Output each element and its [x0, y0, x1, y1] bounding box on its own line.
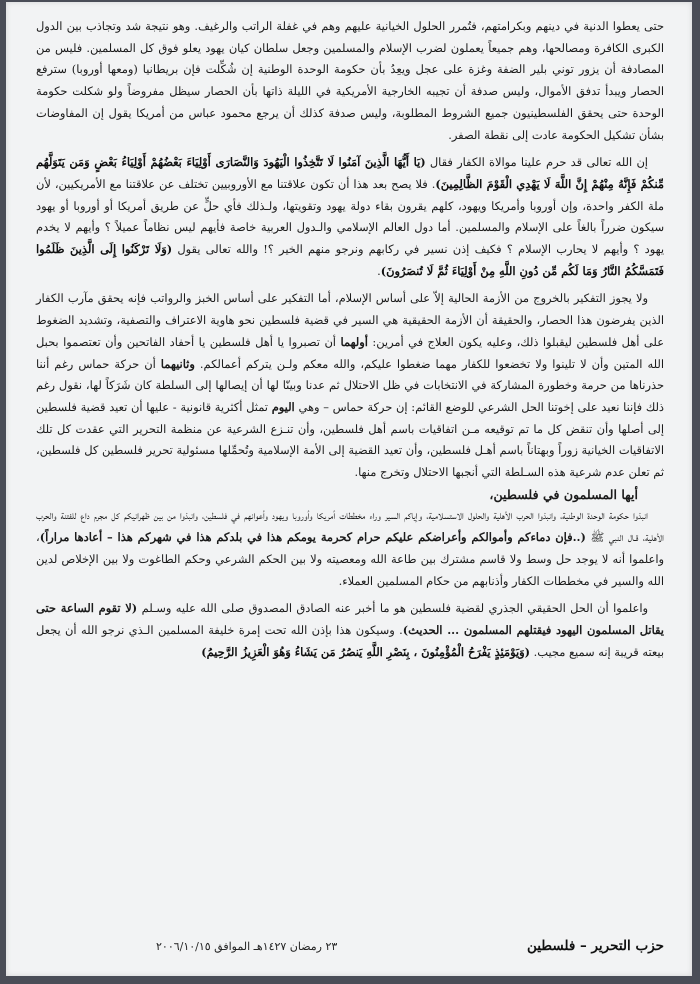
paragraph-4 — [36, 505, 664, 592]
paragraph-2-end: . — [377, 263, 381, 278]
paragraph-5 — [36, 598, 664, 663]
document-page — [6, 2, 692, 976]
quran-verse-2: (وَلَا تَرْكَنُوا إِلَى الَّذِينَ ظَلَمُوا فَتَمَسَّكُمُ النَّارُ وَمَا لَكُم مِّن دُونِ اللَّهِ مِنْ أَوْلِيَاءَ ثُمَّ لَا تُنصَرُونَ) — [36, 242, 664, 278]
paragraph-5-text-a: واعلموا أن الحل الحقيقي الجذري لقضية فلسطين هو ما أخبر عنه الصادق المصدوق صلى الله عليه وسـلم — [137, 601, 649, 616]
paragraph-2-text-a: إن الله تعالى قد حرم علينا موالاة الكفار فقال — [425, 155, 648, 170]
hadith-2: (لا تقوم الساعة حتى يقاتل المسلمون اليهود فيقتلهم المسلمون ... الحديث) — [36, 601, 664, 637]
quran-verse-3: (وَيَوْمَئِذٍ يَفْرَحُ الْمُؤْمِنُونَ ، بِنَصْرِ اللَّهِ يَنصُرُ مَن يَشَاءُ وَهُوَ الْعَزِيزُ الرَّحِيمُ) — [201, 644, 531, 659]
paragraph-1: حتى يعطوا الدنية في دينهم وبكرامتهم، فتُمرر الحلول الخيانية عليهم وهم في غفلة الراتب والرغيف. وهو نتيجة شد وتجاذب بين الدول الكبرى الكافرة ومصالحها، وهم جميعاً يعملون لضرب الإسلام والمسلمين وجعل سلطان كيان يهود يعلو فوق كل المسلمين. فليس من المصادفة أن يزور توني بلير الضفة وغزة على عجل ويعِدُ بأن حكومة الوحدة الوطنية إن شُكِّلت فإن بريطانيا (ومعها أوروبا) سترفع الحصار ويبدأ تدفق الأموال، وليس صدفة أن تجيبه الخارجية الأمريكية في الليلة ذاتها بأن الحصار سيظل مفروضاً ولو شكلت حكومة الوحدة حتى يحقق الفلسطينيون جميع الشروط المطلوبة، وليس صدفة كذلك أن يرجع محمود عباس من أمريكا يقول إن المفاوضات بشأن تشكيل الحكومة عادت إلى نقطة الصفر. — [36, 19, 664, 142]
signature: حزب التحرير – فلسطين — [526, 938, 664, 954]
quran-verse-1: (يَا أَيُّهَا الَّذِينَ آمَنُوا لَا تَتَّخِذُوا الْيَهُودَ وَالنَّصَارَى أَوْلِيَاءَ بَعْضُهُمْ أَوْلِيَاءُ بَعْضٍ وَمَن يَتَوَلَّهُم مِّنكُمْ فَإِنَّهُ مِنْهُمْ إِنَّ اللَّهَ لَا يَهْدِي الْقَوْمَ الظَّالِمِينَ) — [36, 155, 664, 191]
second-point-label: وثانيهما — [160, 356, 195, 371]
hadith-1: (..فإن دماءكم وأموالكم وأعراضكم عليكم حرام كحرمة يومكم هذا في بلدكم هذا في شهركم هذا – أعادها مراراً) — [39, 530, 586, 545]
paragraph-2-text-b: . فلا يصح بعد هذا أن تكون علاقتنا مع الأوروبيين تختلف عن علاقتنا مع الأمريكيين، لأن ملة الكفر واحدة، وإن أوروبا وأمريكا ويهود، كلهم يقرون بقاء دولة يهود وتقويتها، ولـذلك فأي حلٍّ عن طريق أمريكا أو أوروبا أو يهود سيكون ضرراً بالغاً على الإسلام والمسلمين. أما دول العالم الإسلامي والـدول العربية خاصة فأيهم ليس نظاماً عميلاً ؟ وأيهم لا يخدم يهود ؟ وأيهم لا يحارب الإسلام ؟ فكيف إذن نسير في ركابهم ونرجو منهم الخير ؟! والله تعالى يقول — [36, 176, 664, 257]
paragraph-3-text-c: أن حركة حماس رغم أننا حذرناها من حرمة وخطورة المشاركة في الانتخابات في ظل الاحتلال ثم عدنا وبينّا لها أن إيصالها إلى السلطة كان شَرَكاً لها، نقول رغم ذلك فإننا نعيد على إخوتنا الحل الشرعي للوضع القائم: إن حركة حماس – وهي — [36, 356, 665, 414]
section-heading: أيها المسلمون في فلسطين، — [489, 486, 638, 502]
paragraph-4-text-a: انبذوا حكومة الوحدة الوطنية، وانبذوا الحرب الأهلية والحلول الاستسلامية، وإياكم السير وراء مخططات أمريكا وأوروبا ويهود وأعوانهم في فلسطين، وانبذوا من بين ظهرانيكم كل مجرم داع للفتنة والحرب الأهلية، قـال النبي ﷺ — [36, 508, 665, 545]
paragraph-3-text-a: ولا يجوز التفكير بالخروج من الأزمة الحالية إلاّ على أساس الإسلام، أما التفكير على أساس الخبز والرواتب فإنه يحقق مآرب الكفار الذين يفرضون هذا الحصار، والحقيقة أن الأزمة الحقيقية هي السير في قضية فلسطين نحو هاوية الاعتراف والتصفية، وتشديد الضغوط على أهل فلسطين ليقبلوا ذلك، وعليه يكون العلاج في أمرين: — [36, 291, 664, 349]
paragraph-3-text-b: أن تصبروا يا أهل فلسطين يا أحفاد الفاتحين وأن تعتصموا بحبل الله المتين وأن لا تلينوا ولا تخضعوا للكفار مهما ضغطوا عليكم، والله معكم ولـن يتركم أعمالكم. — [36, 334, 664, 371]
today-label: اليوم — [271, 399, 295, 414]
document-footer — [36, 934, 664, 958]
paragraph-2 — [36, 152, 664, 282]
paragraph-4-text-b: ، واعلموا أنه لا يوجد حل وسط ولا قاسم مشترك بين طاعة الله ومعصيته ولا بين الحكم الشرعي وحكم الطاغوت ولا بين الإخلاص لدين الله والسير في مخططات الكفار وأذنابهم من حكام المسلمين العملاء. — [36, 530, 664, 588]
document-body — [36, 16, 664, 964]
paragraph-5-text-b: . وسيكون هذا بإذن الله تحت إمرة خليفة المسلمين الـذي نرجو الله أن يجعل بيعته قريبة إنه سميع مجيب. — [36, 622, 664, 659]
paragraph-3-text-d: تمثل أكثرية قانونية - عليها أن تعيد قضية فلسطين إلى أصلها وأن تنقض كل ما تم توقيعه مـن اتفاقيات باسم أهل فلسطين، وأن تنـزع الشرعية عن منظمة التحرير التي عقدت كل تلك الاتفاقيات الخيانية زوراً وبهتاناً باسم أهـل فلسطين، وأن تعيد القضية إلى الأمة الإسلامية وتُحمِّلها مسئولية تحرير فلسطين كل فلسطين، ثم تعلن عدم شرعية هذه السـلطة التي أنجبها الاحتلال وتخرج منها. — [36, 399, 664, 480]
paragraph-3 — [36, 288, 664, 483]
issue-date: ٢٣ رمضان ١٤٢٧هـ الموافق ٢٠٠٦/١٠/١٥ — [156, 939, 338, 953]
first-point-label: أولهما — [340, 334, 368, 349]
